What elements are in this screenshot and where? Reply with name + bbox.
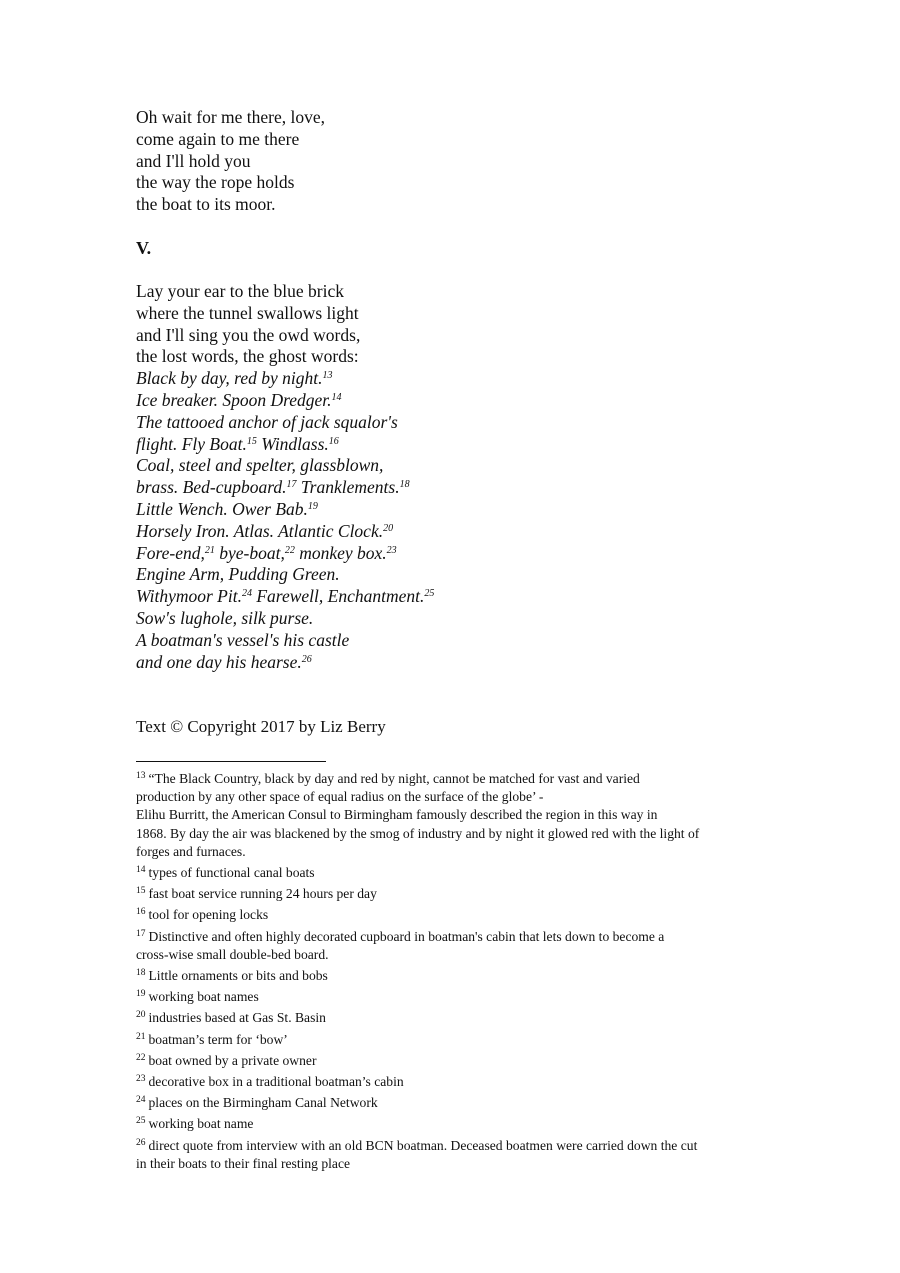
footnote-text: working boat names <box>148 989 259 1005</box>
footnote-reference: 14 <box>331 391 342 403</box>
footnote-number: 23 <box>136 1074 146 1085</box>
footnote-text: decorative box in a traditional boatman’s cabin <box>148 1074 404 1090</box>
footnote-text: fast boat service running 24 hours per day <box>148 886 377 902</box>
poem-text: brass. Bed-cupboard. <box>136 477 287 498</box>
poem-line: where the tunnel swallows light <box>136 302 359 323</box>
footnote-reference: 17 <box>286 479 297 491</box>
footnote-text: places on the Birmingham Canal Network <box>148 1095 378 1111</box>
footnote-number: 25 <box>136 1116 146 1127</box>
poem-text: Coal, steel and spelter, glassblown, <box>136 455 384 476</box>
footnote-text: forges and furnaces. <box>136 843 246 859</box>
poem-line: the boat to its moor. <box>136 194 276 215</box>
poem-line-italic <box>136 455 434 477</box>
poem-line-italic <box>136 652 434 674</box>
poem-text: and one day his hearse. <box>136 651 302 672</box>
footnote-reference: 16 <box>328 435 339 447</box>
footnote-text: Elihu Burritt, the American Consul to Birmingham famously described the region in this way in <box>136 807 658 823</box>
footnote-number: 18 <box>136 968 146 979</box>
poem-text: monkey box. <box>294 542 387 563</box>
poem-line-italic <box>136 543 434 565</box>
poem-line-italic <box>136 390 434 412</box>
poem-line: the lost words, the ghost words: <box>136 346 359 367</box>
poem-text: Sow's lughole, silk purse. <box>136 607 314 628</box>
footnote-text: direct quote from interview with an old BCN boatman. Deceased boatmen were carried down the cut <box>148 1137 698 1153</box>
footnote-text: working boat name <box>148 1116 254 1132</box>
footnote-number: 21 <box>136 1031 146 1042</box>
footnote-number: 20 <box>136 1010 146 1021</box>
footnote-text: 1868. By day the air was blackened by the smog of industry and by night it glowed red with the light of <box>136 825 700 841</box>
footnote-number: 22 <box>136 1052 146 1063</box>
footnote <box>136 1094 776 1112</box>
footnote-reference: 15 <box>246 435 257 447</box>
poem-line: Lay your ear to the blue brick <box>136 281 344 301</box>
copyright-notice: Text © Copyright 2017 by Liz Berry <box>136 717 386 736</box>
footnote-reference: 25 <box>424 588 435 600</box>
poem-line-italic <box>136 477 434 499</box>
poem-text: Little Wench. Ower Bab. <box>136 498 308 519</box>
poem-line-italic <box>136 608 434 630</box>
footnote-reference: 20 <box>383 522 394 534</box>
poem-line-italic <box>136 499 434 521</box>
footnote <box>136 928 776 964</box>
footnote <box>136 1009 776 1027</box>
footnote-reference: 26 <box>301 653 312 665</box>
poem-text: Windlass. <box>256 433 329 454</box>
footnote-text: in their boats to their final resting place <box>136 1155 351 1171</box>
poem-text: Horsely Iron. Atlas. Atlantic Clock. <box>136 520 384 541</box>
footnote-number: 14 <box>136 865 146 876</box>
footnote-number: 19 <box>136 989 146 1000</box>
footnote <box>136 967 776 985</box>
footnote <box>136 1137 776 1173</box>
footnote-number: 16 <box>136 907 146 918</box>
footnote-reference: 18 <box>399 479 410 491</box>
footnote <box>136 885 776 903</box>
footnote-text: Distinctive and often highly decorated cupboard in boatman's cabin that lets down to become a <box>148 928 665 944</box>
footnote-reference: 22 <box>284 544 295 556</box>
footnote-text: types of functional canal boats <box>148 865 315 881</box>
poem-text: Farewell, Enchantment. <box>251 586 425 607</box>
poem-line-italic <box>136 368 434 390</box>
footnote-reference: 19 <box>307 500 318 512</box>
poem-text: Tranklements. <box>296 477 400 498</box>
footnote-text: industries based at Gas St. Basin <box>148 1010 326 1026</box>
poem-text: flight. Fly Boat. <box>136 433 247 454</box>
footnote <box>136 988 776 1006</box>
poem-line-italic <box>136 412 434 434</box>
footnote-number: 24 <box>136 1095 146 1106</box>
footnote <box>136 1073 776 1091</box>
poem-text: Engine Arm, Pudding Green. <box>136 564 340 585</box>
poem-line: come again to me there <box>136 128 300 149</box>
footnotes-list <box>136 770 776 1176</box>
footnote-text: production by any other space of equal radius on the surface of the globe’ - <box>136 789 544 805</box>
footnote-reference: 23 <box>386 544 397 556</box>
footnote-text: boat owned by a private owner <box>148 1052 317 1068</box>
footnote-number: 15 <box>136 886 146 897</box>
poem-line: the way the rope holds <box>136 172 295 193</box>
poem-line-italic <box>136 564 434 586</box>
poem-text: Withymoor Pit. <box>136 586 242 607</box>
footnote-text: boatman’s term for ‘bow’ <box>148 1031 288 1047</box>
footnote-text: tool for opening locks <box>148 907 269 923</box>
stanza-v <box>136 281 434 673</box>
footnote-reference: 13 <box>322 370 333 382</box>
poem-line-italic <box>136 434 434 456</box>
footnote <box>136 864 776 882</box>
footnote <box>136 1031 776 1049</box>
footnote-reference: 24 <box>241 588 252 600</box>
footnote-text: cross-wise small double-bed board. <box>136 946 329 962</box>
footnote-text: Little ornaments or bits and bobs <box>148 968 328 984</box>
poem-text: bye-boat, <box>214 542 285 563</box>
poem-line-italic <box>136 521 434 543</box>
section-heading-v: V. <box>136 238 152 258</box>
poem-text: Black by day, red by night. <box>136 368 323 389</box>
footnote <box>136 906 776 924</box>
poem-text: Ice breaker. Spoon Dredger. <box>136 389 332 410</box>
footnote <box>136 1115 776 1133</box>
footnote-text: “The Black Country, black by day and red by night, cannot be matched for vast and varied <box>148 771 640 786</box>
footnote-number: 26 <box>136 1137 146 1148</box>
footnote <box>136 770 776 861</box>
footnote-separator <box>136 761 326 762</box>
poem-text: A boatman's vessel's his castle <box>136 629 350 650</box>
poem-line: and I'll sing you the owd words, <box>136 324 361 345</box>
footnote-number: 13 <box>136 771 146 781</box>
stanza-iv-ending <box>136 107 325 216</box>
poem-line: and I'll hold you <box>136 150 251 171</box>
footnote <box>136 1052 776 1070</box>
poem-line: Oh wait for me there, love, <box>136 107 326 127</box>
poem-text: The tattooed anchor of jack squalor's <box>136 411 398 432</box>
footnote-reference: 21 <box>204 544 215 556</box>
poem-line-italic <box>136 586 434 608</box>
footnote-number: 17 <box>136 928 146 939</box>
poem-text: Fore-end, <box>136 542 205 563</box>
poem-line-italic <box>136 630 434 652</box>
